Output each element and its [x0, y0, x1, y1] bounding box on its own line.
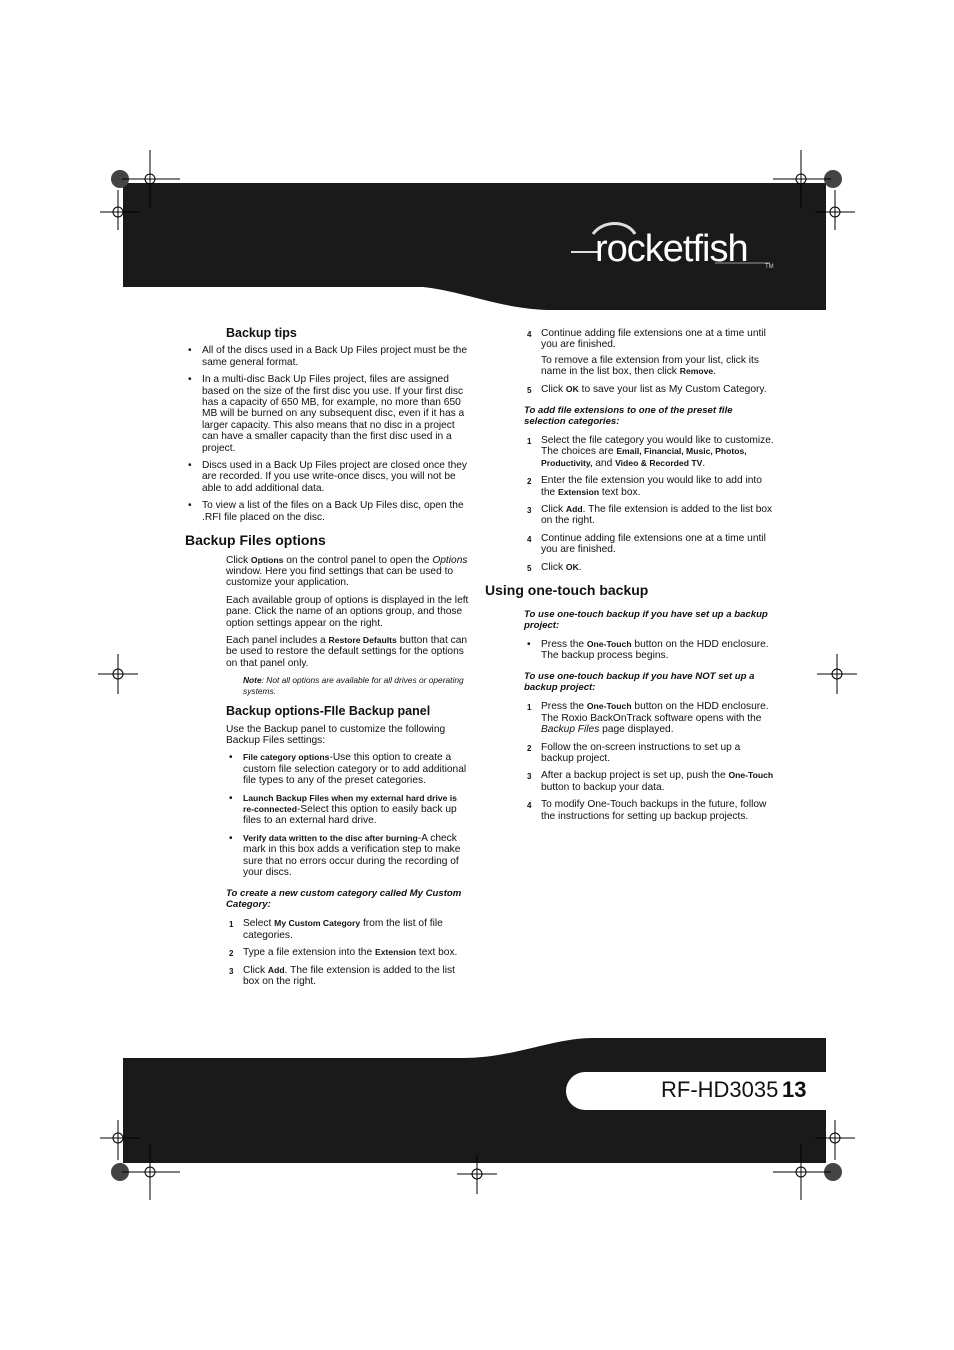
list-item: 1 Press the One-Touch button on the HDD enclosure. The Roxio BackOnTrack software opens with the Backup Files page displayed.	[527, 701, 769, 736]
procedure-title: To use one-touch backup if you have NOT set up a backup project:	[524, 671, 755, 694]
right-column	[485, 328, 775, 828]
list-item: 2 Type a file extension into the Extension text box.	[229, 947, 458, 959]
list-item: 3 Click Add. The file extension is added to the list box on the right.	[527, 504, 773, 527]
paragraph: Each available group of options is displayed in the left pane. Click the name of an options group, and those option settings appear on the right.	[226, 594, 469, 629]
procedure-title: To create a new custom category called My Custom Category:	[226, 888, 462, 911]
registration-mark-icon	[100, 1120, 190, 1210]
backup-tips-list	[185, 345, 470, 523]
procedure-title: To add file extensions to one of the preset file selection categories:	[524, 405, 733, 428]
page-number: 13	[782, 1077, 807, 1102]
list-item: 1 Select the file category you would like to customize. The choices are Email, Financial, Music, Photos, Productivity, and Video & Recorded TV.	[527, 435, 774, 469]
logo-trademark: TM	[765, 264, 774, 270]
list-item: 3 After a backup project is set up, push the One-Touch button to backup your data.	[527, 770, 774, 793]
backup-files-options-heading: Backup Files options	[185, 532, 326, 549]
list-item: • Press the One-Touch button on the HDD enclosure. The backup process begins.	[524, 639, 775, 662]
steps-list	[226, 918, 470, 987]
note: Note: Not all options are available for all drives or operating systems.	[243, 675, 464, 696]
list-item: • File category options-Use this option to create a custom file selection category or to add additional file types to any of the preset categories.	[226, 752, 470, 786]
list-item: 4 Continue adding file extensions one at a time until you are finished. To remove a file extension from your list, click its name in the list box, then click Remove.	[524, 328, 775, 378]
list-item: • To view a list of the files on a Back Up Files disc, open the .RFI file placed on the disc.	[185, 500, 470, 523]
list-item: • All of the discs used in a Back Up Files project must be the same general format.	[185, 345, 470, 368]
one-touch-list	[524, 639, 775, 662]
paragraph: Click Options on the control panel to open the Options window. Here you find settings that can be used to customize your application.	[226, 554, 468, 589]
list-item: 4 Continue adding file extensions one at a time until you are finished.	[527, 532, 766, 556]
rocketfish-logo	[565, 218, 775, 282]
registration-mark-icon	[765, 1120, 855, 1210]
registration-mark-icon	[100, 140, 190, 230]
model-number: RF-HD3035	[661, 1077, 779, 1102]
registration-mark-icon	[96, 652, 140, 696]
list-item: 5 Click OK.	[527, 561, 582, 573]
options-body	[226, 555, 470, 697]
one-touch-body	[524, 609, 775, 822]
one-touch-heading: Using one-touch backup	[485, 582, 649, 599]
registration-mark-icon	[455, 1152, 499, 1196]
paragraph: Each panel includes a Restore Defaults button that can be used to restore the default settings for the options on that panel only.	[226, 634, 468, 669]
steps-list	[524, 701, 775, 822]
list-item: 4 To modify One-Touch backups in the future, follow the instructions for setting up backup projects.	[527, 799, 767, 822]
list-item: • In a multi-disc Back Up Files project, files are assigned based on the size of the first disc you use. If your first disc has a capacity of 650 MB, for example, no more than 650 MB will be burned on any subsequent disc, even if it has a larger capacity. This also means that no disc in a project can have a smaller capacity than the first disc used in a project.	[185, 374, 470, 454]
registration-mark-icon	[765, 140, 855, 230]
list-item: 2 Follow the on-screen instructions to set up a backup project.	[527, 741, 741, 764]
list-item: 5 Click OK to save your list as My Custom Category.	[527, 383, 767, 395]
list-item: 2 Enter the file extension you would like to add into the Extension text box.	[527, 475, 762, 498]
panel-body	[226, 724, 470, 988]
left-column	[185, 328, 470, 993]
steps-list	[524, 328, 775, 395]
registration-mark-icon	[815, 652, 859, 696]
list-item: 3 Click Add. The file extension is added to the list box on the right.	[229, 964, 455, 988]
panel-settings-list	[226, 752, 470, 878]
list-item: 1 Select My Custom Category from the list of file categories.	[229, 918, 443, 941]
list-item: • Discs used in a Back Up Files project are closed once they are recorded. If you use write-once discs, you will not be able to add additional data.	[185, 460, 470, 494]
steps-list	[524, 435, 775, 573]
backup-panel-heading: Backup options-FIle Backup panel	[226, 704, 431, 719]
backup-tips-heading: Backup tips	[226, 326, 297, 340]
paragraph: To remove a file extension from your list, click its name in the list box, then click Remove.	[541, 354, 759, 378]
logo-wordmark: rocketfish	[595, 228, 748, 270]
procedure-title: To use one-touch backup if you have set up a backup project:	[524, 608, 768, 631]
list-item: • Launch Backup Files when my external hard drive is re-connected-Select this option to easily back up files to an external hard drive.	[226, 793, 470, 827]
list-item: • Verify data written to the disc after burning-A check mark in this box adds a verification step to make sure that no errors occur during the recording of your discs.	[226, 833, 470, 879]
paragraph: Use the Backup panel to customize the following Backup Files settings:	[226, 723, 446, 746]
